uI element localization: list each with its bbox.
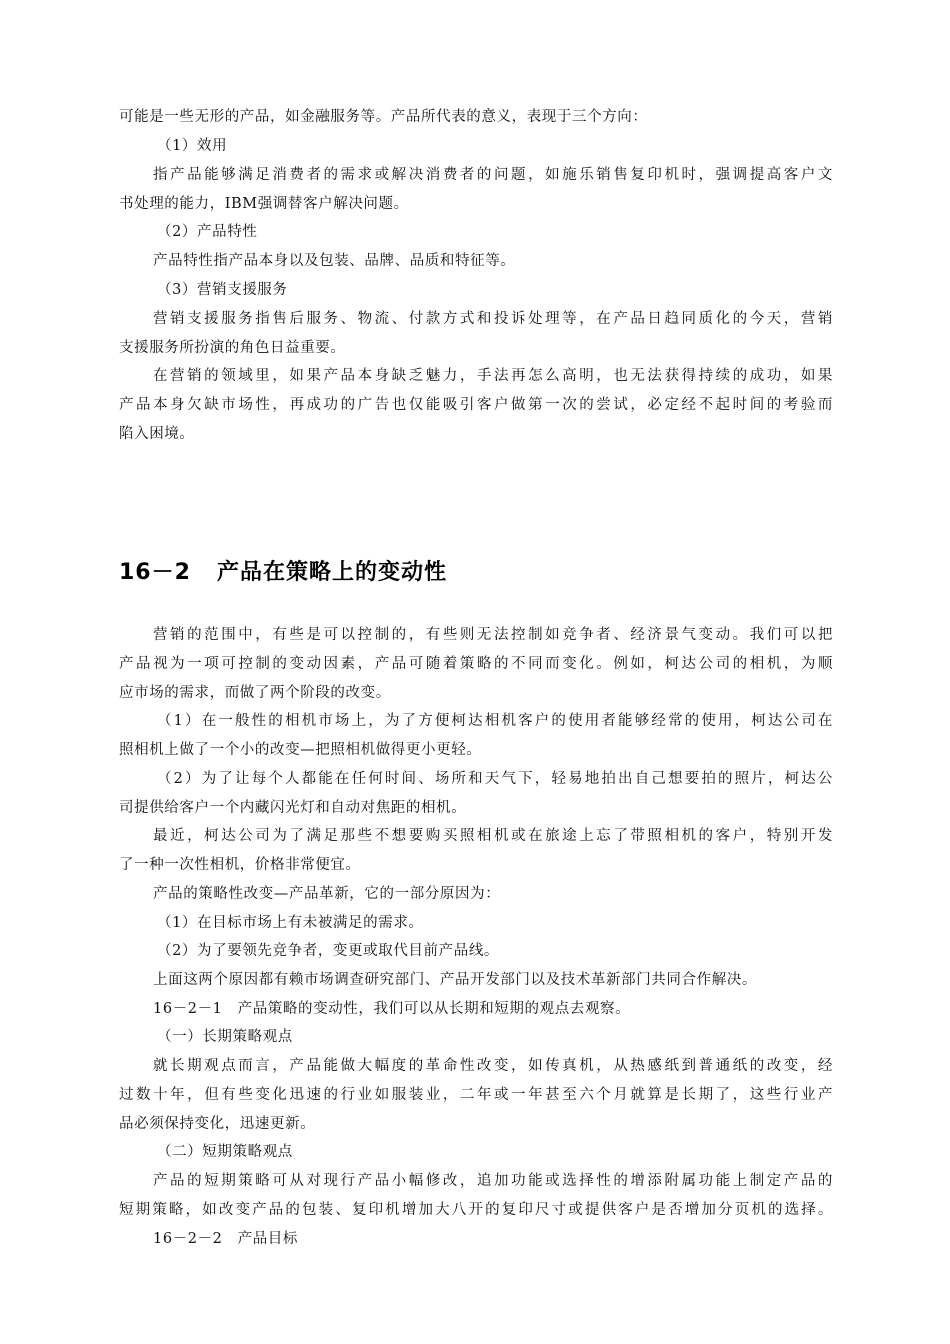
para8: 上面这两个原因都有赖市场调查研究部门、产品开发部门以及技术革新部门共同合作解决。 <box>153 972 757 988</box>
para2-line2: 照相机上做了一个小的改变—把照相机做得更小更轻。 <box>119 742 482 758</box>
para3-line2: 司提供给客户一个内藏闪光灯和自动对焦距的相机。 <box>119 800 467 816</box>
long-term-line3: 品必须保持变化，迅速更新。 <box>119 1116 316 1132</box>
section-title: 产品在策略上的变动性 <box>216 560 447 585</box>
paragraph-intro: 可能是一些无形的产品，如金融服务等。产品所代表的意义，表现于三个方向： <box>119 109 648 125</box>
subsection-16-2-2: 16－2－2 产品目标 <box>153 1231 299 1247</box>
short-term-heading: （二）短期策略观点 <box>157 1144 293 1160</box>
closing-line3: 陷入困境。 <box>119 426 195 442</box>
para7: （2）为了要领先竞争者，变更或取代目前产品线。 <box>157 943 500 959</box>
item-utility-body-line2: 书处理的能力，IBM强调替客户解决问题。 <box>119 196 409 212</box>
long-term-line1: 就长期观点而言，产品能做大幅度的革命性改变，如传真机，从热感纸到普通纸的改变，经 <box>153 1058 833 1074</box>
para2-line1: （1）在一般性的相机市场上，为了方便柯达相机客户的使用者能够经常的使用，柯达公司在 <box>157 713 833 729</box>
section-number: 16－2 <box>119 560 191 585</box>
para4-line1: 最近，柯达公司为了满足那些不想要购买照相机或在旅途上忘了带照相机的客户，特别开发 <box>153 828 833 844</box>
para3-line1: （2）为了让每个人都能在任何时间、场所和天气下，轻易地拍出自己想要拍的照片，柯达公 <box>157 771 833 787</box>
short-term-line1: 产品的短期策略可从对现行产品小幅修改，追加功能或选择性的增添附属功能上制定产品的 <box>153 1173 833 1189</box>
short-term-line2: 短期策略，如改变产品的包装、复印机增加大八开的复印尺寸或提供客户是否增加分页机的选择。 <box>119 1202 833 1218</box>
subsection-16-2-1: 16－2－1 产品策略的变动性，我们可以从长期和短期的观点去观察。 <box>153 1001 631 1017</box>
item-utility-body-line1: 指产品能够满足消费者的需求或解决消费者的问题，如施乐销售复印机时，强调提高客户文 <box>153 167 833 183</box>
para5: 产品的策略性改变—产品革新，它的一部分原因为： <box>153 886 501 902</box>
long-term-line2: 过数十年，但有些变化迅速的行业如服装业，二年或一年甚至六个月就算是长期了，这些行业产 <box>119 1087 833 1103</box>
para6: （1）在目标市场上有未被满足的需求。 <box>157 915 424 931</box>
closing-line1: 在营销的领域里，如果产品本身缺乏魅力，手法再怎么高明，也无法获得持续的成功，如果 <box>153 368 833 384</box>
item-feature-body: 产品特性指产品本身以及包装、品牌、品质和特征等。 <box>153 253 516 269</box>
long-term-heading: （一）长期策略观点 <box>157 1029 293 1045</box>
section-heading <box>119 558 447 588</box>
item-support-body-line2: 支援服务所扮演的角色日益重要。 <box>119 340 346 356</box>
para4-line2: 了一种一次性相机，价格非常便宜。 <box>119 857 361 873</box>
para1-line2: 产品视为一项可控制的变动因素，产品可随着策略的不同而变化。例如，柯达公司的相机，为顺 <box>119 656 833 672</box>
item-feature-title: （2）产品特性 <box>157 224 258 240</box>
item-utility-title: （1）效用 <box>157 138 228 154</box>
para1-line1: 营销的范围中，有些是可以控制的，有些则无法控制如竞争者、经济景气变动。我们可以把 <box>153 627 833 643</box>
item-support-title: （3）营销支援服务 <box>157 282 288 298</box>
closing-line2: 产品本身欠缺市场性，再成功的广告也仅能吸引客户做第一次的尝试，必定经不起时间的考验而 <box>119 397 833 413</box>
para1-line3: 应市场的需求，而做了两个阶段的改变。 <box>119 685 391 701</box>
item-support-body-line1: 营销支援服务指售后服务、物流、付款方式和投诉处理等，在产品日趋同质化的今天，营销 <box>153 311 833 327</box>
